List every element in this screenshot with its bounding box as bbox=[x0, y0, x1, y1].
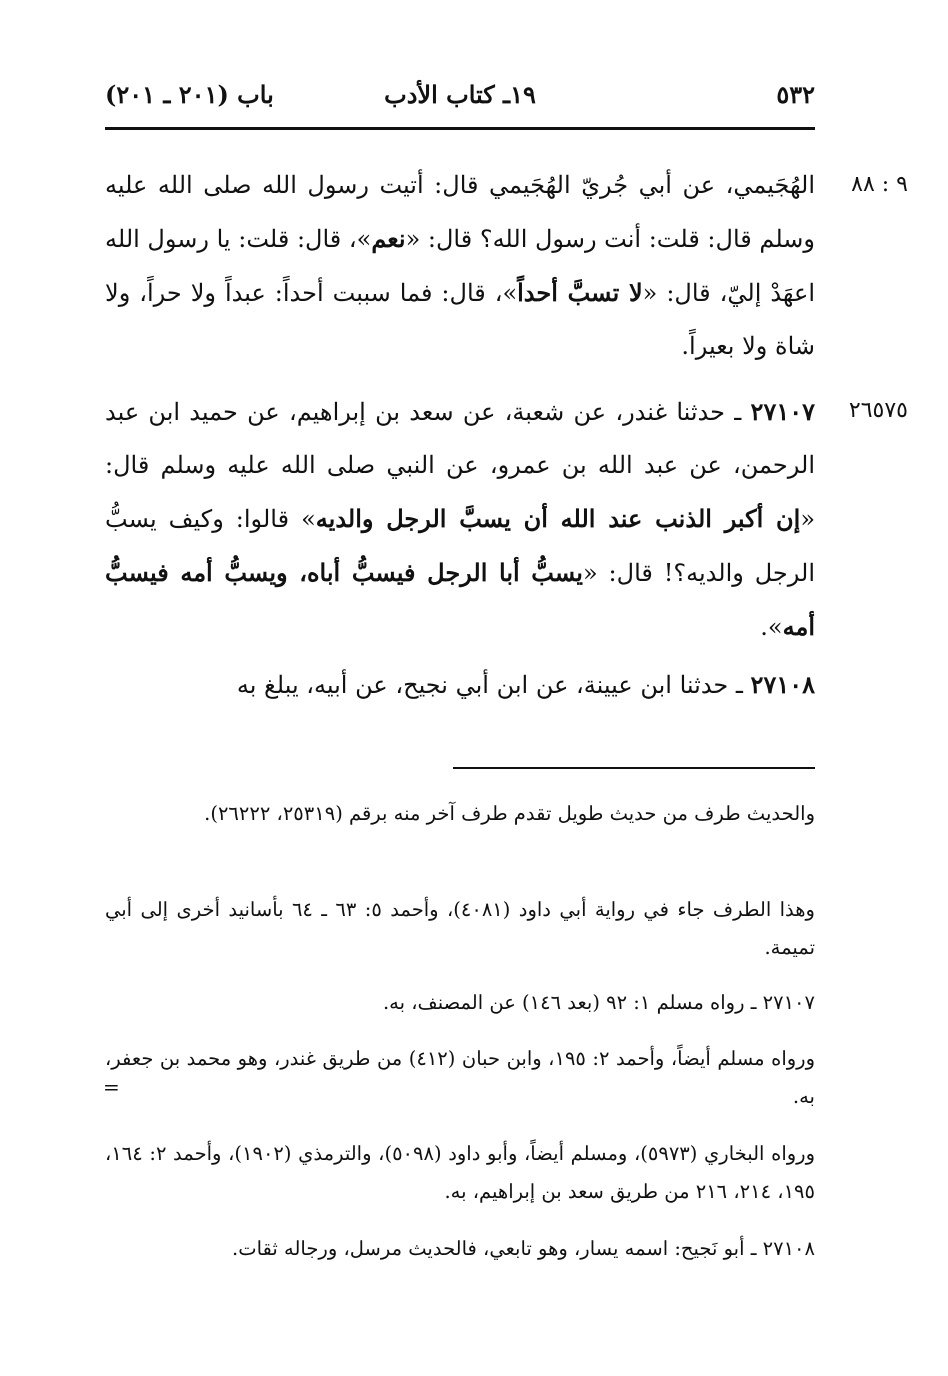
paragraph-text: »، قال: فما سببت أحداً: عبداً ولا حراً، ولا شاة ولا بعيراً. bbox=[105, 279, 815, 360]
footnote: والحديث طرف من حديث طويل تقدم طرف آخر منه برقم (٢٥٣١٩، ٢٦٢٢٢). bbox=[204, 802, 815, 825]
footnote-divider bbox=[453, 767, 815, 769]
hadith-paragraph bbox=[105, 658, 815, 712]
page-number: ٥٣٢ bbox=[776, 80, 815, 109]
hadith-number: ٢٧١٠٨ bbox=[750, 670, 815, 699]
margin-reference: ٩ : ٨٨ bbox=[851, 172, 908, 197]
prophet-saying: يسبُّ أبا الرجل فيسبُّ أباه، ويسبُّ أمه فيسبُّ أمه bbox=[105, 558, 815, 641]
footnote: ٢٧١٠٧ ـ رواه مسلم ١: ٩٢ (بعد ١٤٦) عن المصنف، به. bbox=[382, 991, 815, 1014]
section-range: باب (٢٠١ ـ ٢٠١) bbox=[105, 80, 274, 109]
paragraph-text: »، قال: قلت: يا رسول الله اعهَدْ إليّ، قال: « bbox=[105, 225, 815, 307]
footnote: ورواه البخاري (٥٩٧٣)، ومسلم أيضاً، وأبو داود (٥٠٩٨)، والترمذي (١٩٠٢)، وأحمد ٢: ١٦٤، ١٩٥، ٢١٤، ٢١٦ من طريق سعد بن إبراهيم، به. bbox=[105, 1142, 815, 1203]
hadith-paragraph bbox=[105, 159, 815, 373]
continuation-mark: = bbox=[103, 1075, 120, 1099]
footnote: ٢٧١٠٨ ـ أبو نَجيح: اسمه يسار، وهو تابعي، فالحديث مرسل، ورجاله ثقات. bbox=[232, 1237, 815, 1260]
paragraph-text: ـ حدثنا ابن عيينة، عن ابن أبي نجيح، عن أبيه، يبلغ به bbox=[236, 671, 751, 699]
paragraph-text: الهُجَيمي، عن أبي جُريّ الهُجَيمي قال: أتيت رسول الله صلى الله عليه وسلم قال: قلت: أنت رسول الله؟ قال: « bbox=[105, 171, 815, 253]
hadith-number: ٢٧١٠٧ bbox=[750, 397, 815, 426]
hadith-paragraph bbox=[105, 385, 815, 654]
page-header bbox=[105, 80, 815, 116]
paragraph-text: ـ حدثنا غندر، عن شعبة، عن سعد بن إبراهيم، عن حميد ابن عبد الرحمن، عن عبد الله بن عمرو، عن النبي صلى الله عليه وسلم قال: « bbox=[105, 398, 816, 533]
footnote: وهذا الطرف جاء في رواية أبي داود (٤٠٨١)، وأحمد ٥: ٦٣ ـ ٦٤ بأسانيد أخرى إلى أبي تميمة. bbox=[105, 898, 815, 959]
paragraph-text: » قالوا: وكيف يسبُّ الرجل والديه؟! قال: « bbox=[105, 505, 815, 587]
prophet-saying: نعم bbox=[371, 224, 406, 253]
paragraph-text: ». bbox=[760, 613, 783, 641]
prophet-saying: إن أكبر الذنب عند الله أن يسبَّ الرجل والديه bbox=[315, 504, 801, 533]
chapter-title: ١٩ـ كتاب الأدب bbox=[384, 80, 536, 109]
header-divider bbox=[105, 127, 815, 130]
prophet-saying: لا تسبَّ أحداً bbox=[517, 278, 643, 307]
footnote: ورواه مسلم أيضاً، وأحمد ٢: ١٩٥، وابن حبان (٤١٢) من طريق غندر، وهو محمد بن جعفر، به. bbox=[105, 1047, 815, 1108]
margin-reference: ٢٦٥٧٥ bbox=[848, 398, 908, 423]
